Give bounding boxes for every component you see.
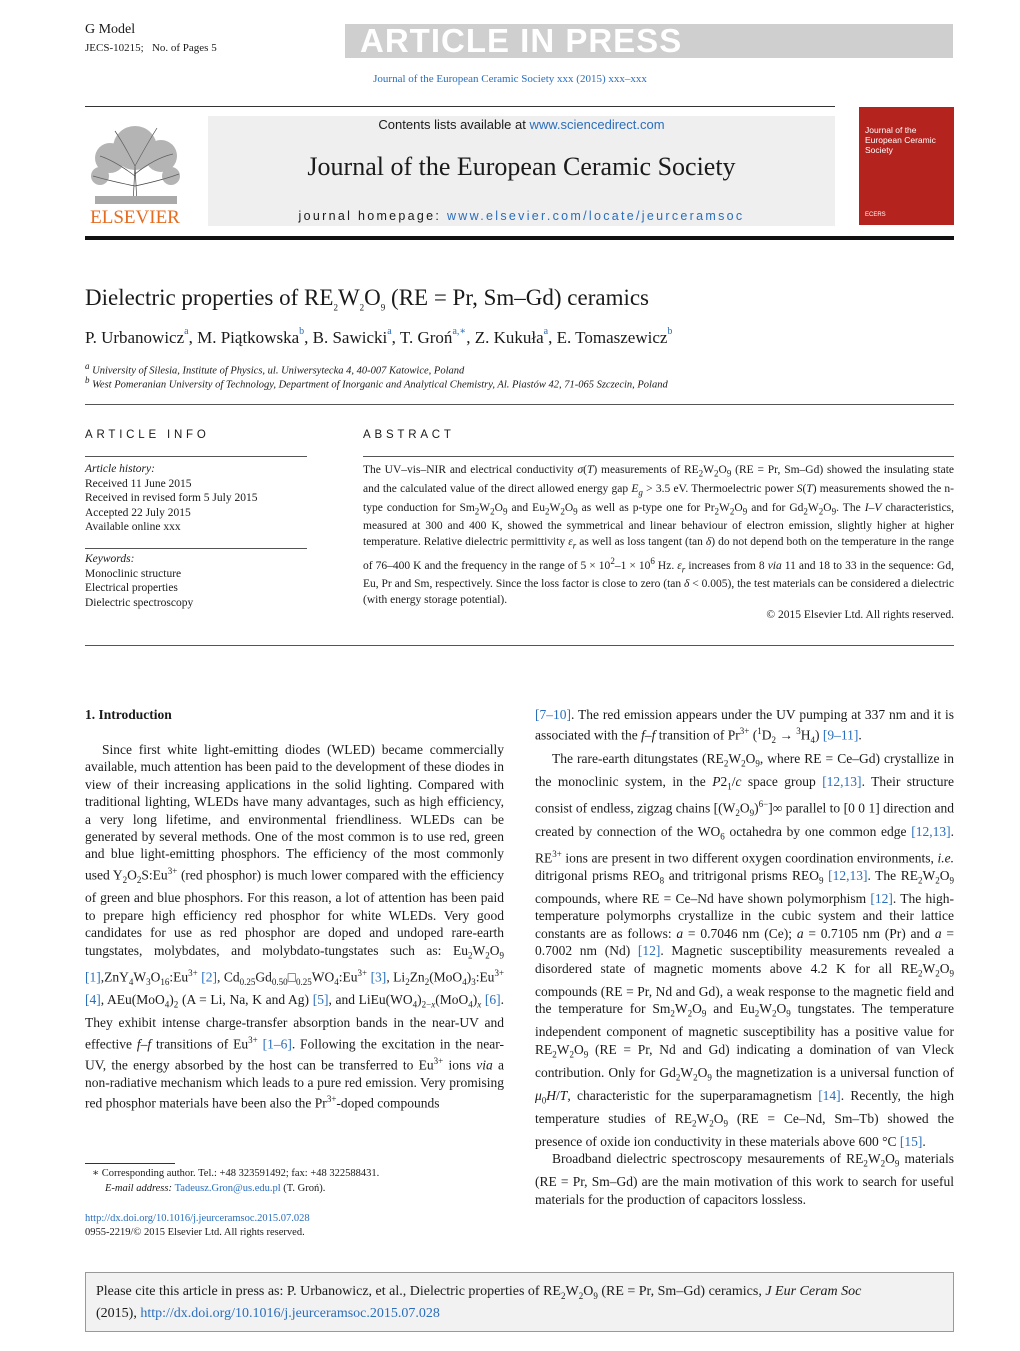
keyword: Electrical properties: [85, 582, 178, 594]
article-title: Dielectric properties of $RE_2W_2O_9$ (RE = Pr, Sm–Gd) ceramics: [85, 285, 650, 313]
journal-cover-thumbnail[interactable]: [859, 107, 954, 225]
header-thick-rule: [85, 236, 954, 240]
keyword: Monoclinic structure: [85, 567, 182, 580]
footnote-rule: [85, 1163, 175, 1164]
author-name[interactable]: E. Tomaszewicz: [556, 328, 668, 347]
abstract-bottom-rule: [85, 645, 954, 646]
keywords-rule: [85, 548, 307, 549]
homepage-link[interactable]: www.elsevier.com/locate/jeurceramsoc: [446, 209, 745, 223]
contents-line: [208, 117, 835, 132]
email-suffix: (T. Groń).: [280, 1183, 326, 1194]
intro-right-column: [7–10]. The red emission appears under the UV pumping at 337 nm and it is associated with the f–f transition of $Pr^{3+}$ $(^1D_2 \to ^3H_4)$ [9–11]. The rare-earth ditungstates ($RE_2W_2O_9$, where RE = Ce–Gd) crystallize in the monoclinic system, in the $P2_1/c$ space group [12,13]. Their structure consist of endless, zigzag chains $[(W_2O_9)^{6-}]\infty$ parallel to [0 0 1] direction and created by connection of the $WO_6$ octahedra by one common edge [12,13]. $RE^{3+}$ ions are present in two different oxygen coordination environments, i.e. ditrigonal prisms $REO_8$ and tritrigonal prisms $REO_9$ [12,13]. The $RE_2W_2O_9$ compounds, where RE = Ce–Nd have shown polymorphism [12]. The high-temperature polymorphs crystallize in the cubic system and their lattice constants are as follows: a = 0.7046 nm (Ce); a = 0.7105 nm (Pr) and a = 0.7002 nm (Nd) [12]. Magnetic susceptibility measurements revealed a disordered state of magnetic moments above 4.2 K for all $RE_2W_2O_9$ compounds (RE = Pr, Nd and Gd), a weak response to the magnetic field and the temperature for $Sm_2W_2O_9$ and $Eu_2W_2O_9$ tungstates. The temperature independent component of magnetic susceptibility has a positive value for $RE_2W_2O_9$ (RE = Pr, Nd and Gd) indicating a domination of van Vleck contribution. Only for $Gd_2W_2O_9$ the magnetization is a universal function of $\mu_0H/T$, characteristic for the superparamagnetism [14]. Recently, the high temperature studies of $RE_2W_2O_9$ (RE = Ce–Nd, Sm–Tb) showed the presence of oxide ion conductivity in these materials above 600 °C [15]. Broadband dielectric spectroscopy mesaurements of $RE_2W_2O_9$ materials (RE = Pr, Sm–Gd) are the main motivation of this work to search for useful materials for the production of capacitors lossless.: [535, 707, 955, 1207]
email-label: E-mail address:: [105, 1183, 175, 1194]
cover-title: Journal of the European Ceramic Society: [865, 125, 936, 155]
affiliation-a-text: University of Silesia, Institute of Physics, ul. Uniwersytecka 4, 40-007 Katowice, Poland: [92, 365, 465, 377]
author-affiliation-mark[interactable]: b: [299, 326, 305, 337]
copyright: © 2015 Elsevier Ltd. All rights reserved.: [766, 609, 954, 622]
article-in-press-banner: ARTICLE IN PRESS: [345, 24, 953, 58]
cover-badge: ECERS: [865, 212, 886, 218]
homepage-prefix: journal homepage:: [298, 209, 447, 223]
affiliation-b-text: West Pomeranian University of Technology, Department of Inorganic and Analytical Chemistry, Al. Piastów 42, 71-065 Szczecin, Poland: [92, 379, 668, 391]
abstract-body: The UV–vis–NIR and electrical conductivity σ(T) measurements of $RE_2W_2O_9$ (RE = Pr, Sm–Gd) showed the insulating state and the calculated value of the direct allowed energy gap $E_g > 3.5$ eV. Thermoelectric power S(T) measurements showed the n-type conduction for $Sm_2W_2O_9$ and $Eu_2W_2O_9$ as well as p-type one for $Pr_2W_2O_9$ and for $Gd_2W_2O_9$. The I–V characteristics, measured at 300 and 400 K, showed the symmetrical and linear behaviour of electron emission, slightly higher at higher temperature. Relative dielectric permittivity $\varepsilon_r$ as well as loss tangent (tan δ) do not depend both on the temperature in the range of 76–400 K and the frequency in the range of $5 \times 10^2-1 \times 10^6$ Hz. $\varepsilon_r$ increases from 8 via 11 and 18 to 33 in the sequence: Gd, Eu, Pr and Sm, respectively. Since the loss factor is close to zero (tan δ < 0.005), the test materials can be considered a dielectric (with energy storage potential). © 2015 Elsevier Ltd. All rights reserved.: [363, 463, 954, 624]
doi-link[interactable]: http://dx.doi.org/10.1016/j.jeurceramsoc.2015.07.028: [85, 1213, 310, 1224]
corresponding-author-note: ∗ Corresponding author. Tel.: +48 323591492; fax: +48 322588431.: [92, 1168, 380, 1179]
elsevier-tree-icon: [85, 116, 185, 226]
revised-date: Received in revised form 5 July 2015: [85, 492, 258, 504]
abstract-heading: ABSTRACT: [363, 429, 455, 441]
g-model-label: G Model: [85, 22, 136, 37]
author-affiliation-mark[interactable]: a,∗: [452, 326, 467, 337]
abstract-rule: [363, 456, 954, 457]
keywords-label: Keywords:: [85, 553, 135, 565]
author-name[interactable]: T. Groń: [399, 328, 453, 347]
history-label: Article history:: [85, 463, 155, 475]
contents-prefix: Contents lists available at: [378, 117, 530, 132]
received-date: Received 11 June 2015: [85, 477, 192, 490]
email-link[interactable]: Tadeusz.Gron@us.edu.pl: [174, 1183, 281, 1194]
journal-homepage-line: [208, 209, 835, 223]
cite-journal: J Eur Ceram Soc: [765, 1284, 862, 1299]
cite-doi-link[interactable]: http://dx.doi.org/10.1016/j.jeurceramsoc.2015.07.028: [140, 1305, 440, 1321]
publisher-name: ELSEVIER: [90, 207, 180, 226]
online-date: Available online xxx: [85, 521, 181, 533]
author-name[interactable]: M. Piątkowska: [197, 328, 300, 347]
article-history: [85, 462, 307, 535]
info-rule: [85, 456, 307, 457]
affiliation-b: $^b$ West Pomeranian University of Technology, Department of Inorganic and Analytical Chemistry, Al. Piastów 42, 71-065 Szczecin, Poland: [85, 375, 668, 391]
section-heading: 1. Introduction: [85, 707, 172, 722]
affiliation-rule: [85, 404, 954, 405]
elsevier-logo[interactable]: [85, 116, 185, 226]
citation-box: Please cite this article in press as: P. Urbanowicz, et al., Dielectric properties of $RE_2W_2O_9$ (RE = Pr, Sm–Gd) ceramics, J Eur Ceram Soc (2015), http://dx.doi.org/10.1016/j.jeurceramsoc.2015.07.028: [85, 1272, 954, 1332]
email-note: [105, 1182, 325, 1196]
author-list: P. Urbanowicz$^a$, M. Piątkowska$^b$, B. Sawicki$^a$, T. Groń$^{a,∗}$, Z. Kukuła$^a$, E. Tomaszewicz$^b$: [85, 326, 673, 347]
keyword: Dielectric spectroscopy: [85, 596, 194, 609]
manuscript-code: [85, 42, 217, 54]
cite-year: (2015),: [96, 1305, 141, 1321]
intro-left-column: Since first white light-emitting diodes (WLED) became commercially available, much attention has been paid to the development of these diodes in view of their increasing applications in the solid lighting. Compared with traditional lighting, WLEDs have many advantages, such as high efficiency, a very long lifetime, and environmental friendliness. WLEDs can be generated by several methods. One of the most common is to use red, green and blue light-emitting phosphors. The efficiency of the most commonly used $Y_2O_2S:Eu^{3+}$ (red phosphor) is much lower compared with the efficiency of green and blue phosphors. For this reason, a lot of attention has been paid to prepare high efficiency red phosphor for white WLEDs. Very good candidates for use as red phosphor are doped and undoped rare-earth tungstates, molybdates, and molybdato-tungstates such as: $Eu_2W_2O_9$ $[1],ZnY_4W_3O_{16}:Eu^{3+}$ [2], $Cd_{0.25}Gd_{0.50}□_{0.25}WO_4:Eu^{3+}$ [3], $Li_2Zn_2(MoO_4)_3:Eu^{3+}$ [4], $AEu(MoO_4)_2$ (A = Li, Na, K and Ag) [5], and $LiEu(WO_4)_{2-x}(MoO_4)_x$ [6]. They exhibit intense charge-transfer absorption bands in the near-UV and effective f–f transitions of $Eu^{3+}$ [1–6]. Following the excitation in the near-UV, the energy absorbed by the host can be transferred to $Eu^{3+}$ ions via a non-radiative mechanism which leads to a pure red emission. Very promising red phosphor materials have been also the $Pr^{3+}$-doped compounds: [85, 742, 505, 1111]
accepted-date: Accepted 22 July 2015: [85, 506, 191, 519]
author-affiliation-mark[interactable]: b: [667, 326, 673, 337]
author-affiliation-mark[interactable]: a: [184, 326, 189, 337]
journal-title: Journal of the European Ceramic Society: [307, 152, 736, 181]
title-part1: Dielectric properties of RE: [85, 285, 334, 310]
cite-prefix: Please cite this article in press as: P. Urbanowicz, et al., Dielectric properties of RE: [96, 1284, 561, 1299]
page-count: No. of Pages 5: [151, 42, 217, 54]
article-info-heading: ARTICLE INFO: [85, 429, 210, 441]
keywords: [85, 552, 307, 610]
jecs-code: JECS-10215;: [85, 42, 144, 54]
author-affiliation-mark[interactable]: a: [543, 326, 549, 337]
sciencedirect-link[interactable]: www.sciencedirect.com: [529, 117, 665, 132]
header-rule: [85, 106, 835, 107]
title-part2: (RE = Pr, Sm–Gd) ceramics: [385, 285, 650, 310]
issn-line: 0955-2219/© 2015 Elsevier Ltd. All rights reserved.: [85, 1227, 305, 1238]
author-affiliation-mark[interactable]: a: [387, 326, 392, 337]
journal-reference[interactable]: Journal of the European Ceramic Society xxx (2015) xxx–xxx: [373, 73, 647, 85]
author-name[interactable]: P. Urbanowicz: [85, 328, 185, 347]
author-name[interactable]: B. Sawicki: [312, 328, 388, 347]
author-name[interactable]: Z. Kukuła: [474, 328, 544, 347]
cite-middle: (RE = Pr, Sm–Gd) ceramics,: [597, 1284, 766, 1299]
affiliation-a: $^a$ University of Silesia, Institute of Physics, ul. Uniwersytecka 4, 40-007 Katowice, Poland: [85, 361, 465, 377]
